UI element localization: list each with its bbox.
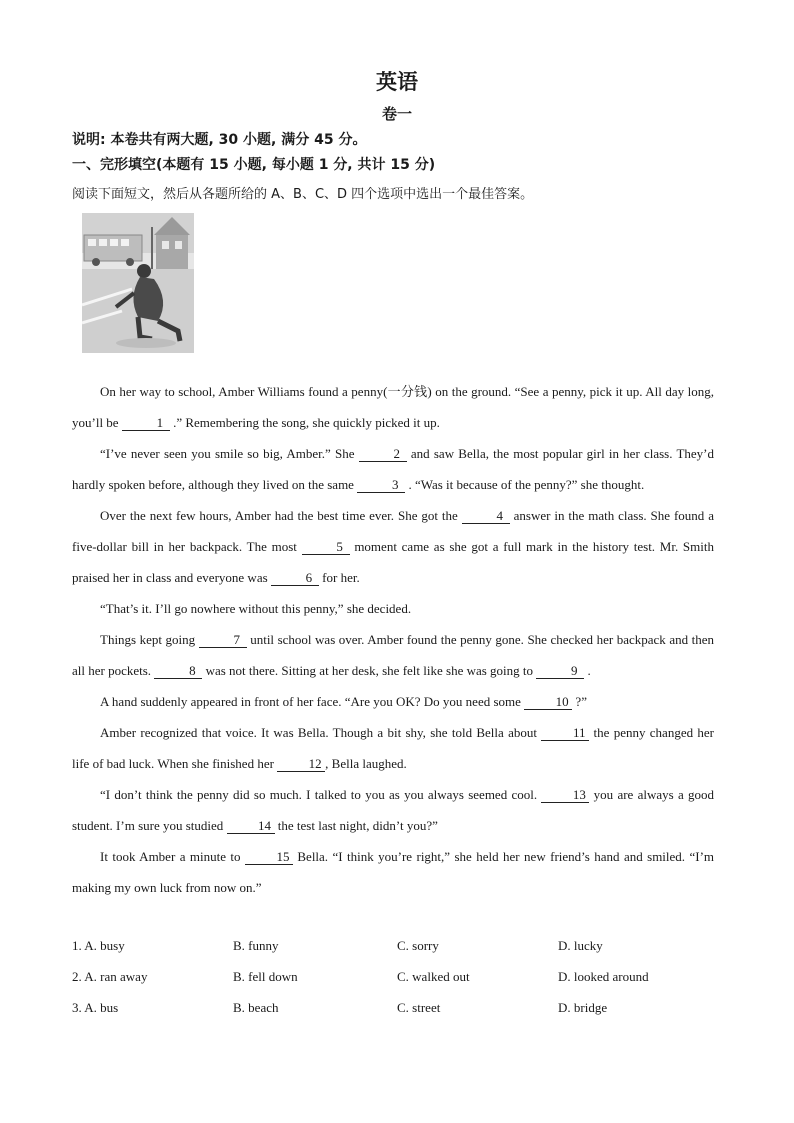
cloze-blank[interactable]: 6 bbox=[271, 570, 319, 586]
cloze-blank[interactable]: 7 bbox=[199, 632, 247, 648]
cloze-blank[interactable]: 4 bbox=[462, 508, 510, 524]
option-c[interactable]: C. street bbox=[397, 1000, 441, 1015]
question-options-3 bbox=[72, 1000, 732, 1031]
option-b[interactable]: B. beach bbox=[233, 1000, 279, 1015]
section-heading: 一、完形填空(本题有 15 小题, 每小题 1 分, 共计 15 分) bbox=[72, 157, 436, 173]
option-c[interactable]: C. walked out bbox=[397, 969, 470, 984]
cloze-blank[interactable]: 8 bbox=[154, 663, 202, 679]
cloze-blank[interactable]: 3 bbox=[357, 477, 405, 493]
option-d[interactable]: D. bridge bbox=[558, 1000, 608, 1015]
cloze-blank[interactable]: 12 bbox=[277, 756, 325, 772]
option-c[interactable]: C. sorry bbox=[397, 938, 439, 953]
option-a[interactable]: 3. A. bus bbox=[72, 1000, 119, 1015]
option-a[interactable]: 2. A. ran away bbox=[72, 969, 148, 984]
cloze-blank[interactable]: 9 bbox=[536, 663, 584, 679]
cloze-blank[interactable]: 1 bbox=[122, 415, 170, 431]
cloze-blank[interactable]: 10 bbox=[524, 694, 572, 710]
cloze-blank[interactable]: 14 bbox=[227, 818, 275, 834]
question-options-2 bbox=[72, 969, 732, 1000]
answer-options bbox=[72, 938, 732, 1031]
exam-note: 说明: 本卷共有两大题, 30 小题, 满分 45 分。 bbox=[72, 132, 367, 148]
passage-paragraph: “That’s it. I’ll go nowhere without this penny,” she decided. bbox=[100, 601, 412, 616]
passage-paragraph: “I don’t think the penny did so much. I talked to you as you always seemed cool. 13 you are always a good student. I’m sure you studied 14 the test last night, didn’t you?” bbox=[72, 787, 714, 833]
cloze-passage bbox=[72, 376, 714, 903]
question-options-1 bbox=[72, 938, 732, 969]
cloze-blank[interactable]: 5 bbox=[302, 539, 350, 555]
passage-paragraph: On her way to school, Amber Williams found a penny(一分钱) on the ground. “See a penny, pick it up. All day long, you’ll be 1 .” Remembering the song, she quickly picked it up. bbox=[72, 384, 714, 430]
passage-paragraph: It took Amber a minute to 15 Bella. “I think you’re right,” she held her new friend’s hand and smiled. “I’m making my own luck from now on.” bbox=[72, 849, 715, 895]
cloze-blank[interactable]: 11 bbox=[541, 725, 589, 741]
option-d[interactable]: D. lucky bbox=[558, 938, 603, 953]
passage-paragraph: A hand suddenly appeared in front of her face. “Are you OK? Do you need some 10 ?” bbox=[100, 694, 587, 709]
passage-paragraph: “I’ve never seen you smile so big, Amber.” She 2 and saw Bella, the most popular girl in her class. They’d hardly spoken before, although they lived on the same 3 . “Was it because of the penny?” she thought. bbox=[72, 446, 714, 492]
option-d[interactable]: D. looked around bbox=[558, 969, 649, 984]
passage-paragraph: Over the next few hours, Amber had the best time ever. She got the 4 answer in the math class. She found a five-dollar bill in her backpack. The most 5 moment came as she got a full mark in the history test. Mr. Smith praised her in class and everyone was 6 for her. bbox=[72, 508, 714, 585]
cloze-blank[interactable]: 13 bbox=[541, 787, 589, 803]
option-b[interactable]: B. funny bbox=[233, 938, 279, 953]
section-instruction: 阅读下面短文，然后从各题所给的 A、B、C、D 四个选项中选出一个最佳答案。 bbox=[72, 187, 534, 202]
passage-paragraph: Things kept going 7 until school was over. Amber found the penny gone. She checked her backpack and then all her pockets. 8 was not there. Sitting at her desk, she felt like she was going to 9 . bbox=[72, 632, 714, 678]
cloze-blank[interactable]: 2 bbox=[359, 446, 407, 462]
page-title: 英语 bbox=[376, 70, 418, 94]
cloze-blank[interactable]: 15 bbox=[245, 849, 293, 865]
passage-paragraph: Amber recognized that voice. It was Bella. Though a bit shy, she told Bella about 11 the penny changed her life of bad luck. When she finished her 12 , Bella laughed. bbox=[72, 725, 714, 771]
option-b[interactable]: B. fell down bbox=[233, 969, 298, 984]
passage-illustration bbox=[82, 213, 194, 353]
option-a[interactable]: 1. A. busy bbox=[72, 938, 125, 953]
page-subtitle: 卷一 bbox=[381, 105, 412, 123]
